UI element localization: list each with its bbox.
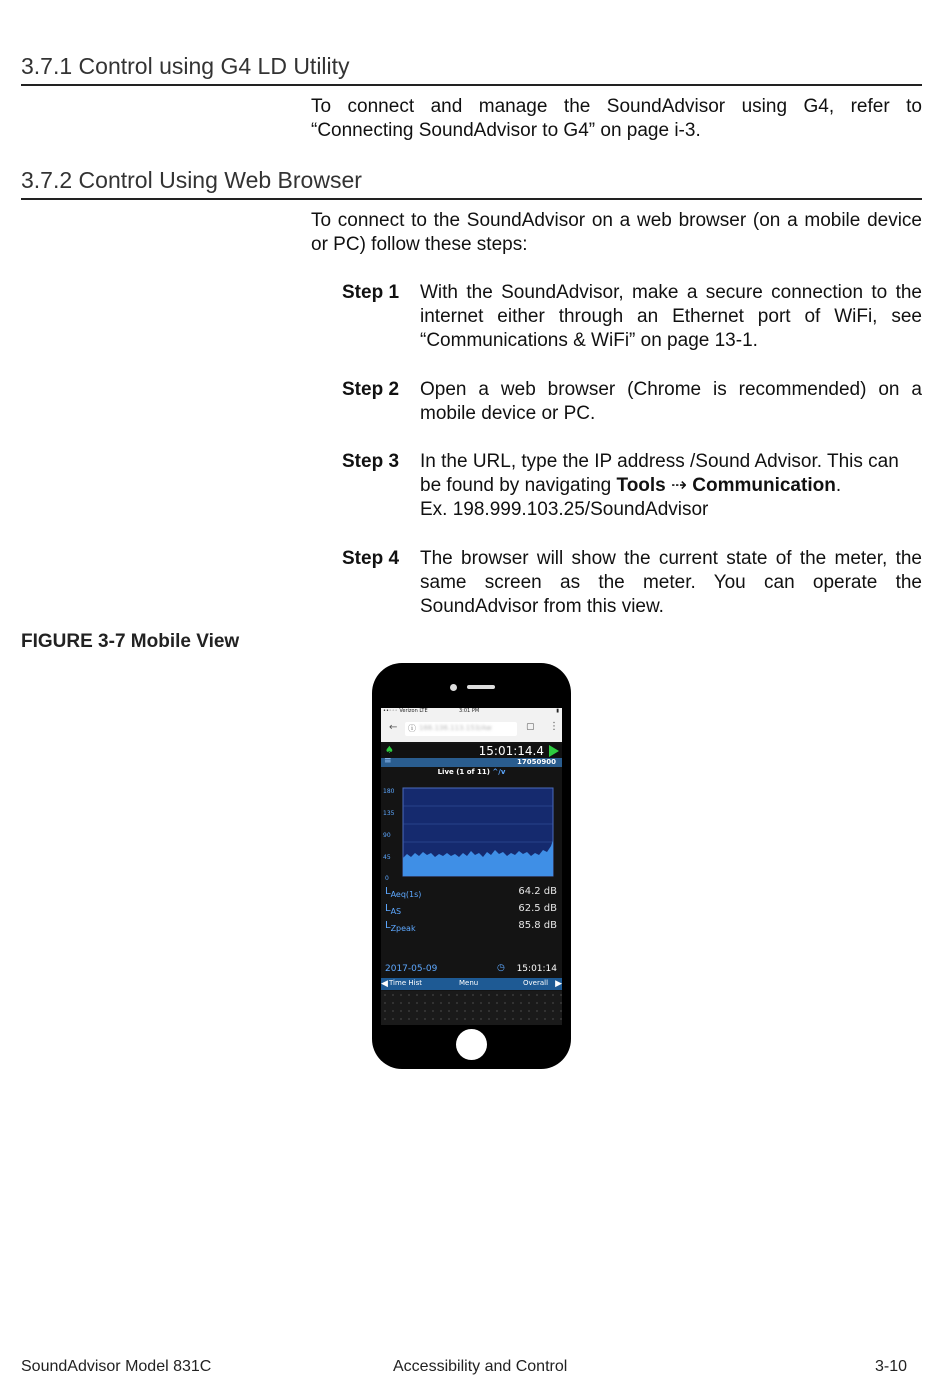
info-icon: ⓘ <box>408 724 416 733</box>
step-text: The browser will show the current state of the meter, the same screen as the meter. You can operate the SoundAdvisor from this view. <box>420 548 922 617</box>
menu-arrow-icon: ⇢ <box>665 475 693 496</box>
clock-icon: ◷ <box>497 963 505 973</box>
meter-clock: 15:01:14.4 <box>478 744 544 758</box>
y-tick: 0 <box>385 875 389 880</box>
speaker-grille <box>467 685 495 689</box>
footer-center: Accessibility and Control <box>393 1358 568 1375</box>
section-heading-web: 3.7.2 Control Using Web Browser <box>21 166 922 200</box>
menu-path-communication: Communication <box>692 475 836 496</box>
section-body-g4: To connect and manage the SoundAdvisor using G4, refer to “Connecting SoundAdvisor to G4” on page i-3. <box>311 96 922 141</box>
reading-row: $L_{Zpeak}$ 85.8 dB <box>385 920 557 933</box>
y-tick: 90 <box>383 832 391 839</box>
meter-date: 2017-05-09 <box>385 964 438 974</box>
reading-row: $L_{Aeq(1s)}$ 64.2 dB <box>385 886 557 899</box>
menu-path-tools: Tools <box>616 475 666 496</box>
reading-value: 62.5 dB <box>518 903 557 914</box>
step-text: In the URL, type the IP address /Sound Advisor. This can be found by navigating Tools ⇢ Communication. Ex. 198.999.103.25/SoundAdvisor <box>420 451 899 520</box>
tabs-icon[interactable]: ▢ <box>526 722 535 732</box>
step-text: Open a web browser (Chrome is recommended) on a mobile device or PC. <box>420 379 922 424</box>
spectrum-chart <box>381 780 562 880</box>
phone-illustration <box>372 663 571 1069</box>
home-button[interactable] <box>456 1029 487 1060</box>
meter-header <box>381 744 562 758</box>
reading-value: 85.8 dB <box>518 920 557 931</box>
battery-icon: ▮ <box>556 708 559 714</box>
reading-value: 64.2 dB <box>518 886 557 897</box>
serial-number: 17050900 <box>517 758 556 766</box>
footer-left: SoundAdvisor Model 831C <box>21 1358 212 1375</box>
section-heading-g4: 3.7.1 Control using G4 LD Utility <box>21 52 922 86</box>
left-arrow-icon[interactable]: ◀ <box>381 979 388 989</box>
section-intro-web: To connect to the SoundAdvisor on a web browser (on a mobile device or PC) follow these steps: <box>311 210 922 255</box>
y-tick: 45 <box>383 854 391 861</box>
meter-grille <box>381 991 562 1025</box>
url-text: 166.136.113.153/Aw <box>419 724 492 732</box>
figure-caption: FIGURE 3-7 Mobile View <box>21 631 240 652</box>
status-bar: ••◦◦◦ Verizon LTE 3:01 PM ▮ <box>381 708 562 716</box>
power-icon: ♠ <box>385 745 394 756</box>
url-example: Ex. 198.999.103.25/SoundAdvisor <box>420 499 709 520</box>
softkey-menu[interactable]: Menu <box>459 979 479 987</box>
browser-bar <box>381 716 562 742</box>
meter-time: 15:01:14 <box>516 964 557 974</box>
step-label: Step 2 <box>342 379 400 400</box>
right-arrow-icon[interactable]: ▶ <box>555 979 562 989</box>
meter-infobar <box>381 758 562 767</box>
more-menu-icon[interactable]: ⋮ <box>549 721 559 732</box>
y-tick: 135 <box>383 810 395 817</box>
chevron-up-down-icon[interactable]: ^/v <box>492 768 506 776</box>
softkey-overall[interactable]: Overall <box>523 979 549 987</box>
live-label: Live (1 of 11) ^/v <box>437 768 506 776</box>
softkey-time-hist[interactable]: Time Hist <box>389 979 422 987</box>
softkey-bar <box>381 978 562 990</box>
y-tick: 180 <box>383 788 395 795</box>
list-icon[interactable]: ≡ <box>384 756 392 766</box>
step-text: With the SoundAdvisor, make a secure connection to the internet either through an Ethernet port of WiFi, see “Communications & WiFi” on page 13-1. <box>420 282 922 351</box>
date-time-bar <box>385 964 557 974</box>
reading-row: $L_{AS}$ 62.5 dB <box>385 903 557 916</box>
step-label: Step 4 <box>342 548 400 569</box>
page-number: 3-10 <box>875 1358 908 1375</box>
url-field[interactable] <box>405 722 517 736</box>
step-label: Step 1 <box>342 282 400 303</box>
step-label: Step 3 <box>342 451 400 472</box>
back-arrow-icon[interactable]: ← <box>389 722 398 733</box>
play-icon[interactable] <box>549 745 559 757</box>
readings-list <box>385 886 557 937</box>
camera-icon <box>450 684 457 691</box>
spectrum-svg <box>381 780 562 880</box>
phone-screen <box>381 708 562 1025</box>
